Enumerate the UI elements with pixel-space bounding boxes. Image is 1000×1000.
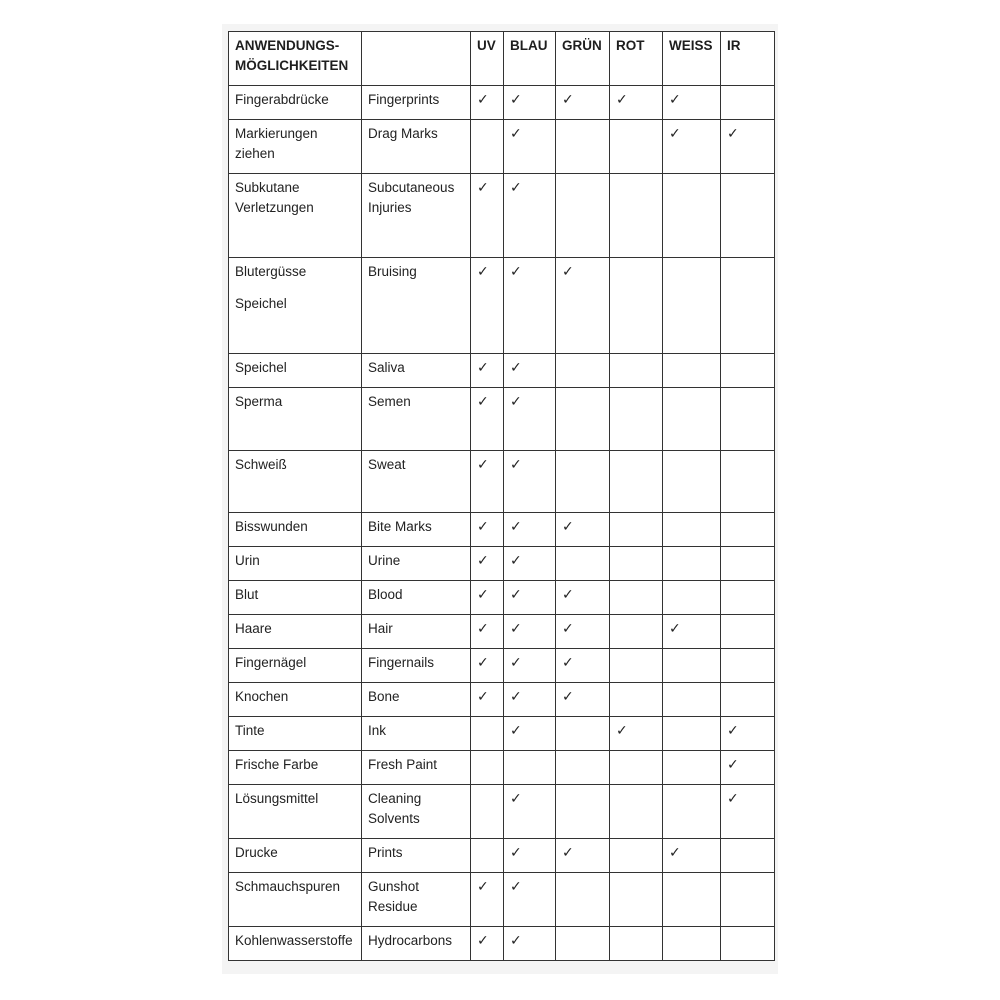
cell-blau bbox=[504, 120, 556, 174]
cell-rot bbox=[610, 513, 663, 547]
cell-german bbox=[229, 354, 362, 388]
cell-ir bbox=[721, 120, 775, 174]
cell-blau bbox=[504, 785, 556, 839]
cell-uv bbox=[471, 354, 504, 388]
cell-uv bbox=[471, 717, 504, 751]
cell-rot bbox=[610, 86, 663, 120]
german-label: Drucke bbox=[235, 845, 278, 860]
table-row bbox=[229, 388, 775, 451]
checkmark-icon: ✓ bbox=[727, 126, 739, 142]
table-row bbox=[229, 839, 775, 873]
header-applications-line1: ANWENDUNGS- bbox=[235, 38, 340, 53]
table-row bbox=[229, 649, 775, 683]
german-label: Subkutane Verletzungen bbox=[235, 180, 314, 215]
header-gruen: GRÜN bbox=[556, 32, 610, 86]
cell-english: Subcutaneous Injuries bbox=[362, 174, 471, 258]
cell-uv bbox=[471, 388, 504, 451]
table-body bbox=[229, 86, 775, 961]
cell-ir bbox=[721, 547, 775, 581]
checkmark-icon: ✓ bbox=[477, 92, 489, 108]
cell-ir bbox=[721, 388, 775, 451]
cell-rot bbox=[610, 927, 663, 961]
table-row bbox=[229, 927, 775, 961]
cell-english: Ink bbox=[362, 717, 471, 751]
checkmark-icon: ✓ bbox=[727, 723, 739, 739]
header-row bbox=[229, 32, 775, 86]
cell-english: Cleaning Solvents bbox=[362, 785, 471, 839]
checkmark-icon: ✓ bbox=[477, 360, 489, 376]
cell-weiss bbox=[663, 388, 721, 451]
cell-rot bbox=[610, 873, 663, 927]
cell-uv bbox=[471, 785, 504, 839]
cell-german bbox=[229, 581, 362, 615]
checkmark-icon: ✓ bbox=[477, 879, 489, 895]
german-label: Tinte bbox=[235, 723, 265, 738]
cell-grün bbox=[556, 717, 610, 751]
cell-english: Fingerprints bbox=[362, 86, 471, 120]
cell-english: Fresh Paint bbox=[362, 751, 471, 785]
header-applications bbox=[229, 32, 362, 86]
table-row bbox=[229, 354, 775, 388]
cell-weiss bbox=[663, 513, 721, 547]
checkmark-icon: ✓ bbox=[669, 126, 681, 142]
cell-uv bbox=[471, 86, 504, 120]
cell-german bbox=[229, 388, 362, 451]
cell-blau bbox=[504, 927, 556, 961]
cell-blau bbox=[504, 174, 556, 258]
cell-uv bbox=[471, 120, 504, 174]
table-row bbox=[229, 751, 775, 785]
cell-german bbox=[229, 873, 362, 927]
header-english bbox=[362, 32, 471, 86]
cell-weiss bbox=[663, 717, 721, 751]
cell-ir bbox=[721, 581, 775, 615]
cell-grün bbox=[556, 683, 610, 717]
light-applications-table bbox=[228, 31, 775, 961]
cell-blau bbox=[504, 388, 556, 451]
checkmark-icon: ✓ bbox=[510, 655, 522, 671]
cell-rot bbox=[610, 649, 663, 683]
cell-german bbox=[229, 751, 362, 785]
cell-german bbox=[229, 683, 362, 717]
cell-weiss bbox=[663, 258, 721, 354]
cell-weiss bbox=[663, 581, 721, 615]
cell-english: Prints bbox=[362, 839, 471, 873]
cell-german bbox=[229, 120, 362, 174]
header-applications-line2: MÖGLICHKEITEN bbox=[235, 58, 349, 73]
checkmark-icon: ✓ bbox=[562, 92, 574, 108]
checkmark-icon: ✓ bbox=[477, 621, 489, 637]
cell-german bbox=[229, 547, 362, 581]
cell-german bbox=[229, 86, 362, 120]
checkmark-icon: ✓ bbox=[669, 621, 681, 637]
cell-weiss bbox=[663, 683, 721, 717]
table-row bbox=[229, 683, 775, 717]
cell-uv bbox=[471, 839, 504, 873]
cell-weiss bbox=[663, 451, 721, 513]
checkmark-icon: ✓ bbox=[616, 92, 628, 108]
checkmark-icon: ✓ bbox=[477, 180, 489, 196]
header-weiss: WEISS bbox=[663, 32, 721, 86]
cell-weiss bbox=[663, 751, 721, 785]
german-label: Kohlenwasserstoffe bbox=[235, 933, 353, 948]
checkmark-icon: ✓ bbox=[510, 126, 522, 142]
german-label: Fingerabdrücke bbox=[235, 92, 329, 107]
table-row bbox=[229, 785, 775, 839]
cell-uv bbox=[471, 513, 504, 547]
cell-rot bbox=[610, 581, 663, 615]
cell-english: Sweat bbox=[362, 451, 471, 513]
cell-weiss bbox=[663, 839, 721, 873]
cell-grün bbox=[556, 873, 610, 927]
german-label: Blutergüsse bbox=[235, 264, 307, 279]
cell-rot bbox=[610, 751, 663, 785]
cell-english: Hair bbox=[362, 615, 471, 649]
checkmark-icon: ✓ bbox=[616, 723, 628, 739]
german-label: Lösungsmittel bbox=[235, 791, 319, 806]
table-row bbox=[229, 513, 775, 547]
cell-blau bbox=[504, 581, 556, 615]
german-label: Fingernägel bbox=[235, 655, 307, 670]
checkmark-icon: ✓ bbox=[727, 791, 739, 807]
checkmark-icon: ✓ bbox=[669, 845, 681, 861]
cell-german bbox=[229, 717, 362, 751]
cell-ir bbox=[721, 839, 775, 873]
cell-german bbox=[229, 513, 362, 547]
cell-grün bbox=[556, 839, 610, 873]
cell-rot bbox=[610, 258, 663, 354]
cell-blau bbox=[504, 717, 556, 751]
checkmark-icon: ✓ bbox=[562, 621, 574, 637]
cell-blau bbox=[504, 547, 556, 581]
cell-weiss bbox=[663, 615, 721, 649]
checkmark-icon: ✓ bbox=[477, 519, 489, 535]
cell-english: Hydrocarbons bbox=[362, 927, 471, 961]
cell-blau bbox=[504, 451, 556, 513]
table-row bbox=[229, 615, 775, 649]
cell-ir bbox=[721, 615, 775, 649]
german-label: Schmauchspuren bbox=[235, 879, 341, 894]
table-row bbox=[229, 86, 775, 120]
cell-blau bbox=[504, 839, 556, 873]
german-label: Knochen bbox=[235, 689, 289, 704]
checkmark-icon: ✓ bbox=[510, 689, 522, 705]
cell-uv bbox=[471, 615, 504, 649]
cell-english: Bite Marks bbox=[362, 513, 471, 547]
cell-blau bbox=[504, 873, 556, 927]
checkmark-icon: ✓ bbox=[477, 655, 489, 671]
cell-english: Semen bbox=[362, 388, 471, 451]
cell-ir bbox=[721, 873, 775, 927]
cell-weiss bbox=[663, 785, 721, 839]
checkmark-icon: ✓ bbox=[510, 92, 522, 108]
german-label: Frische Farbe bbox=[235, 757, 319, 772]
checkmark-icon: ✓ bbox=[510, 180, 522, 196]
german-label: Bisswunden bbox=[235, 519, 308, 534]
cell-grün bbox=[556, 174, 610, 258]
german-label: Sperma bbox=[235, 394, 283, 409]
cell-german bbox=[229, 785, 362, 839]
checkmark-icon: ✓ bbox=[562, 689, 574, 705]
table-row bbox=[229, 174, 775, 258]
cell-grün bbox=[556, 927, 610, 961]
cell-grün bbox=[556, 451, 610, 513]
cell-weiss bbox=[663, 547, 721, 581]
cell-english: Gunshot Residue bbox=[362, 873, 471, 927]
cell-rot bbox=[610, 839, 663, 873]
german-label: Urin bbox=[235, 553, 260, 568]
header-ir: IR bbox=[721, 32, 775, 86]
checkmark-icon: ✓ bbox=[510, 845, 522, 861]
cell-uv bbox=[471, 581, 504, 615]
checkmark-icon: ✓ bbox=[562, 845, 574, 861]
cell-blau bbox=[504, 751, 556, 785]
checkmark-icon: ✓ bbox=[510, 621, 522, 637]
cell-ir bbox=[721, 451, 775, 513]
cell-ir bbox=[721, 751, 775, 785]
checkmark-icon: ✓ bbox=[510, 723, 522, 739]
cell-weiss bbox=[663, 86, 721, 120]
cell-rot bbox=[610, 388, 663, 451]
table-row bbox=[229, 717, 775, 751]
cell-grün bbox=[556, 86, 610, 120]
german-label: Markierungen ziehen bbox=[235, 126, 318, 161]
cell-ir bbox=[721, 785, 775, 839]
checkmark-icon: ✓ bbox=[477, 457, 489, 473]
header-rot: ROT bbox=[610, 32, 663, 86]
cell-ir bbox=[721, 717, 775, 751]
cell-rot bbox=[610, 120, 663, 174]
table-row bbox=[229, 120, 775, 174]
checkmark-icon: ✓ bbox=[477, 587, 489, 603]
checkmark-icon: ✓ bbox=[510, 394, 522, 410]
cell-weiss bbox=[663, 174, 721, 258]
cell-german bbox=[229, 615, 362, 649]
cell-weiss bbox=[663, 120, 721, 174]
german-label: Blut bbox=[235, 587, 259, 602]
cell-rot bbox=[610, 683, 663, 717]
checkmark-icon: ✓ bbox=[510, 519, 522, 535]
cell-blau bbox=[504, 615, 556, 649]
checkmark-icon: ✓ bbox=[510, 791, 522, 807]
cell-ir bbox=[721, 927, 775, 961]
checkmark-icon: ✓ bbox=[510, 360, 522, 376]
cell-uv bbox=[471, 258, 504, 354]
checkmark-icon: ✓ bbox=[510, 553, 522, 569]
header-uv: UV bbox=[471, 32, 504, 86]
checkmark-icon: ✓ bbox=[510, 879, 522, 895]
checkmark-icon: ✓ bbox=[510, 264, 522, 280]
table-row bbox=[229, 547, 775, 581]
checkmark-icon: ✓ bbox=[562, 264, 574, 280]
cell-grün bbox=[556, 751, 610, 785]
cell-uv bbox=[471, 547, 504, 581]
table-row bbox=[229, 258, 775, 354]
table-row bbox=[229, 873, 775, 927]
cell-english: Blood bbox=[362, 581, 471, 615]
cell-english: Drag Marks bbox=[362, 120, 471, 174]
cell-grün bbox=[556, 513, 610, 547]
cell-rot bbox=[610, 451, 663, 513]
cell-uv bbox=[471, 683, 504, 717]
cell-german bbox=[229, 451, 362, 513]
cell-grün bbox=[556, 258, 610, 354]
checkmark-icon: ✓ bbox=[510, 457, 522, 473]
cell-blau bbox=[504, 86, 556, 120]
german-label: Schweiß bbox=[235, 457, 287, 472]
cell-blau bbox=[504, 683, 556, 717]
cell-grün bbox=[556, 547, 610, 581]
cell-ir bbox=[721, 258, 775, 354]
cell-rot bbox=[610, 615, 663, 649]
cell-ir bbox=[721, 649, 775, 683]
cell-uv bbox=[471, 451, 504, 513]
cell-english: Urine bbox=[362, 547, 471, 581]
cell-german bbox=[229, 258, 362, 354]
cell-german bbox=[229, 927, 362, 961]
cell-uv bbox=[471, 174, 504, 258]
checkmark-icon: ✓ bbox=[477, 553, 489, 569]
cell-rot bbox=[610, 547, 663, 581]
table-row bbox=[229, 451, 775, 513]
cell-grün bbox=[556, 120, 610, 174]
cell-uv bbox=[471, 927, 504, 961]
cell-rot bbox=[610, 354, 663, 388]
checkmark-icon: ✓ bbox=[477, 933, 489, 949]
cell-blau bbox=[504, 258, 556, 354]
cell-english: Fingernails bbox=[362, 649, 471, 683]
cell-grün bbox=[556, 354, 610, 388]
cell-grün bbox=[556, 649, 610, 683]
checkmark-icon: ✓ bbox=[669, 92, 681, 108]
checkmark-icon: ✓ bbox=[562, 655, 574, 671]
cell-rot bbox=[610, 174, 663, 258]
checkmark-icon: ✓ bbox=[477, 264, 489, 280]
german-label: Haare bbox=[235, 621, 272, 636]
cell-grün bbox=[556, 615, 610, 649]
cell-ir bbox=[721, 513, 775, 547]
header-blau: BLAU bbox=[504, 32, 556, 86]
cell-weiss bbox=[663, 927, 721, 961]
cell-german bbox=[229, 174, 362, 258]
cell-grün bbox=[556, 581, 610, 615]
cell-blau bbox=[504, 649, 556, 683]
cell-weiss bbox=[663, 649, 721, 683]
cell-weiss bbox=[663, 873, 721, 927]
cell-blau bbox=[504, 513, 556, 547]
cell-english: Bone bbox=[362, 683, 471, 717]
cell-uv bbox=[471, 873, 504, 927]
cell-grün bbox=[556, 388, 610, 451]
cell-grün bbox=[556, 785, 610, 839]
cell-rot bbox=[610, 717, 663, 751]
checkmark-icon: ✓ bbox=[510, 587, 522, 603]
cell-ir bbox=[721, 86, 775, 120]
checkmark-icon: ✓ bbox=[727, 757, 739, 773]
checkmark-icon: ✓ bbox=[477, 394, 489, 410]
checkmark-icon: ✓ bbox=[562, 587, 574, 603]
cell-english: Bruising bbox=[362, 258, 471, 354]
checkmark-icon: ✓ bbox=[562, 519, 574, 535]
cell-uv bbox=[471, 751, 504, 785]
cell-ir bbox=[721, 354, 775, 388]
cell-german bbox=[229, 839, 362, 873]
table-row bbox=[229, 581, 775, 615]
cell-german bbox=[229, 649, 362, 683]
cell-english: Saliva bbox=[362, 354, 471, 388]
checkmark-icon: ✓ bbox=[477, 689, 489, 705]
cell-ir bbox=[721, 683, 775, 717]
cell-blau bbox=[504, 354, 556, 388]
cell-ir bbox=[721, 174, 775, 258]
german-label: Speichel bbox=[235, 360, 287, 375]
checkmark-icon: ✓ bbox=[510, 933, 522, 949]
cell-uv bbox=[471, 649, 504, 683]
german-extra-label: Speichel bbox=[235, 296, 287, 311]
cell-weiss bbox=[663, 354, 721, 388]
cell-rot bbox=[610, 785, 663, 839]
